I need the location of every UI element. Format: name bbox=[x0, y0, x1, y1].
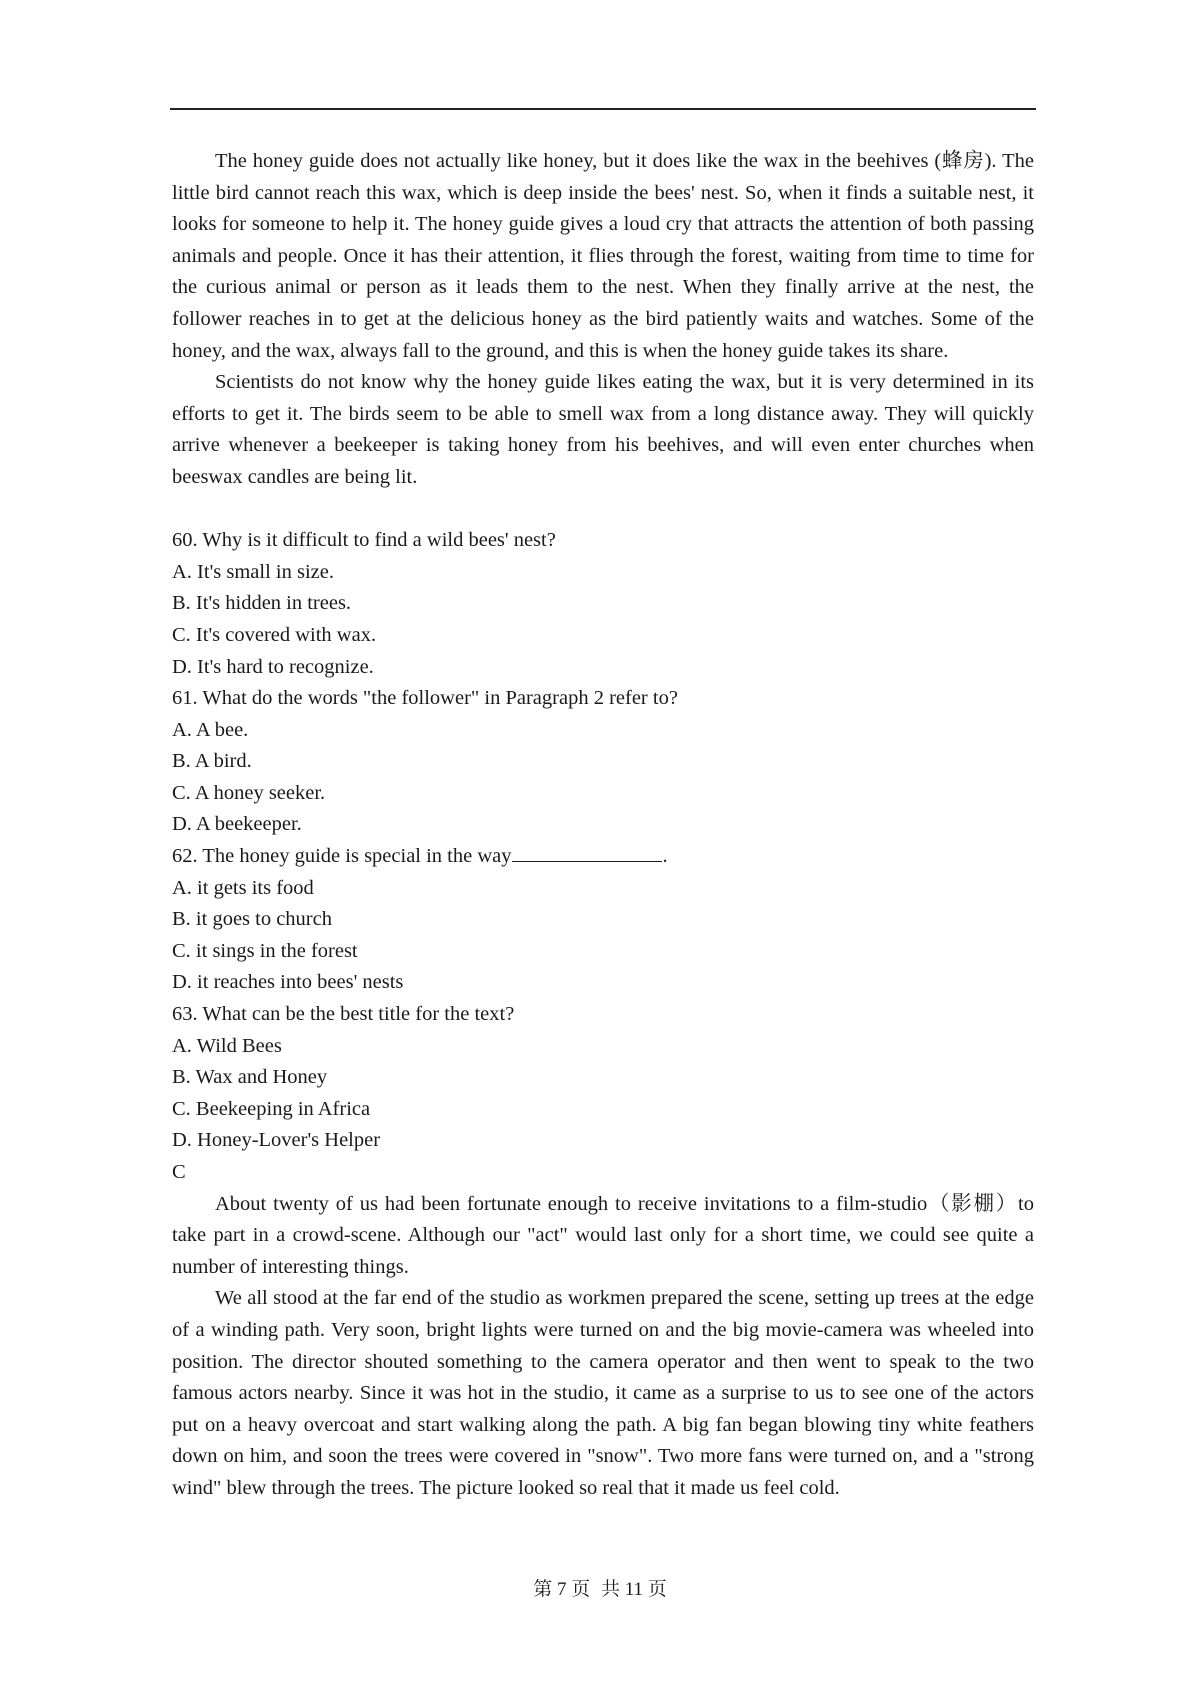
header-rule bbox=[170, 108, 1036, 110]
passage-paragraph: The honey guide does not actually like honey, but it does like the wax in the beehives (蜂房). The little bird cannot reach this wax, which is deep inside the bees' nest. So, when it finds a suitable nest, it looks for someone to help it. The honey guide gives a loud cry that attracts the attention of both passing animals and people. Once it has their attention, it flies through the forest, waiting from time to time for the curious animal or person as it leads them to the nest. When they finally arrive at the nest, the follower reaches in to get at the delicious honey as the bird patiently waits and watches. Some of the honey, and the wax, always fall to the ground, and this is when the honey guide takes its share. bbox=[172, 150, 1034, 362]
passage-paragraph: Scientists do not know why the honey guide likes eating the wax, but it is very determined in its efforts to get it. The birds seem to be able to smell wax from a long distance away. They will quickly arrive whenever a beekeeper is taking honey from his beehives, and will even enter churches when beeswax candles are being lit. bbox=[172, 371, 1034, 488]
section-gap bbox=[172, 494, 1034, 526]
answer-option: D. A beekeeper. bbox=[172, 813, 302, 836]
answer-option: A. it gets its food bbox=[172, 876, 314, 899]
answer-option: B. it goes to church bbox=[172, 908, 332, 931]
question-61 bbox=[172, 683, 1034, 841]
answer-option: D. It's hard to recognize. bbox=[172, 655, 374, 678]
page-number: 第 7 页 bbox=[533, 1579, 591, 1600]
answer-option: C. it sings in the forest bbox=[172, 939, 358, 962]
answer-option: B. Wax and Honey bbox=[172, 1066, 328, 1089]
answer-option: C. It's covered with wax. bbox=[172, 623, 377, 646]
page-total: 共 11 页 bbox=[600, 1579, 667, 1600]
page-footer bbox=[0, 1578, 1200, 1602]
question-stem-end: . bbox=[662, 845, 668, 868]
answer-option: A. It's small in size. bbox=[172, 560, 334, 583]
answer-option: A. A bee. bbox=[172, 718, 249, 741]
question-62 bbox=[172, 841, 1034, 999]
question-stem-text: 62. The honey guide is special in the way bbox=[172, 845, 512, 868]
question-stem: 60. Why is it difficult to find a wild bees' nest? bbox=[172, 529, 556, 552]
answer-blank bbox=[512, 841, 662, 862]
answer-option: D. Honey-Lover's Helper bbox=[172, 1129, 381, 1152]
question-60 bbox=[172, 525, 1034, 683]
page-content bbox=[172, 146, 1034, 1505]
passage-paragraph: About twenty of us had been fortunate enough to receive invitations to a film-studio（影棚）to take part in a crowd-scene. Although our "act" would last only for a short time, we could see quite a number of interesting things. bbox=[172, 1192, 1034, 1278]
answer-option: C. Beekeeping in Africa bbox=[172, 1097, 371, 1120]
answer-option: D. it reaches into bees' nests bbox=[172, 971, 404, 994]
answer-option: A. Wild Bees bbox=[172, 1034, 282, 1057]
section-label: C bbox=[172, 1161, 186, 1183]
question-stem: 61. What do the words "the follower" in Paragraph 2 refer to? bbox=[172, 687, 678, 710]
passage-paragraph: We all stood at the far end of the studio as workmen prepared the scene, setting up trees at the edge of a winding path. Very soon, bright lights were turned on and the big movie-camera was wheeled into position. The director shouted something to the camera operator and then went to speak to the two famous actors nearby. Since it was hot in the studio, it came as a surprise to us to see one of the actors put on a heavy overcoat and start walking along the path. A big fan began blowing tiny white feathers down on him, and soon the trees were covered in "snow". Two more fans were turned on, and a "strong wind" blew through the trees. The picture looked so real that it made us feel cold. bbox=[172, 1287, 1034, 1499]
answer-option: B. A bird. bbox=[172, 750, 252, 773]
answer-option: C. A honey seeker. bbox=[172, 781, 326, 804]
answer-option: B. It's hidden in trees. bbox=[172, 592, 352, 615]
question-stem: 63. What can be the best title for the text? bbox=[172, 1003, 515, 1026]
question-stem bbox=[172, 841, 1034, 873]
question-63 bbox=[172, 999, 1034, 1157]
